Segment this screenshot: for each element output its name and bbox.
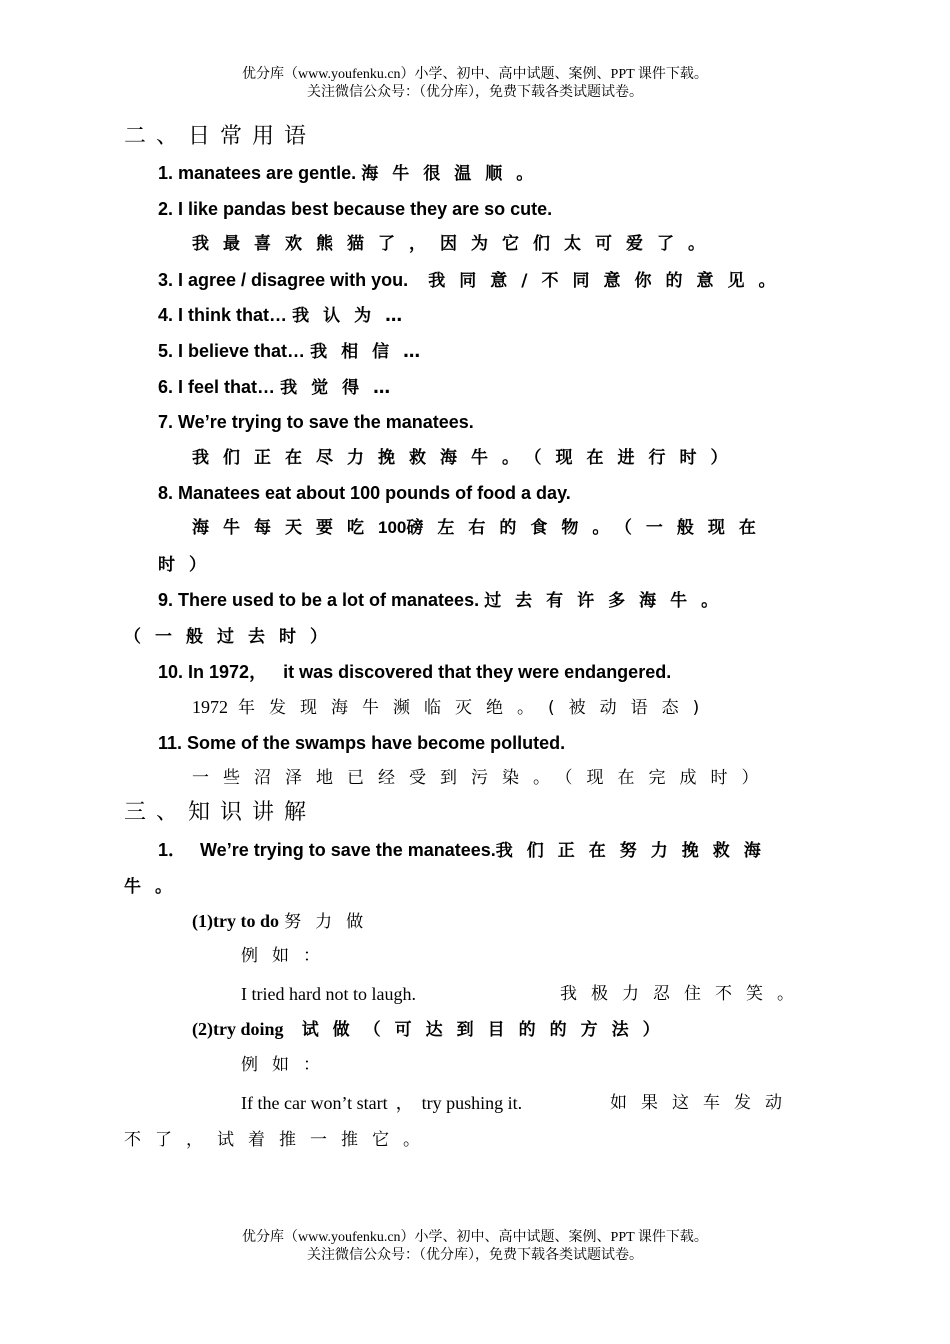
phrase-cn-number: 1972 [192,697,228,717]
phrase-item-8-en: 8. Manatees eat about 100 pounds of food a day. [158,483,571,503]
phrase-item-11-en: 11. Some of the swamps have become polluted. [158,733,566,753]
example-label-2: 例如： [241,1055,334,1075]
example-label-1: 例如： [241,946,334,966]
footer-line-1: 优分库（www.youfenku.cn）小学、初中、高中试题、案例、PPT 课件下载。 [242,1230,708,1245]
phrase-item-2-en: 2. I like pandas best because they are so cute. [158,199,553,219]
sub-point-label: (2)try doing [192,1019,284,1039]
phrase-item-3 [158,270,790,292]
phrase-item-7-cn: 我们正在尽力挽救海牛。（现在进行时） [192,448,742,468]
section-title-daily-phrases: 二、日常用语 [124,124,317,149]
phrase-item-6 [158,377,404,399]
example-sentence-1: I tried hard not to laugh. [241,984,416,1004]
example-translation-2-cont: 不了，试着推一推它。 [124,1130,434,1150]
sub-point-2 [192,1019,674,1041]
example-translation-2: 如果这车发动 [610,1093,796,1113]
phrase-cn: 过去有许多海牛。 [484,591,733,611]
phrase-cn: 我同意/不同意你的意见。 [428,271,790,291]
phrase-item-10-en [158,662,671,684]
footer-line-2: 关注微信公众号：（优分库），免费下载各类试题试卷。 [307,1248,643,1263]
point-cn: 我们正在努力挽救海 [495,841,775,861]
phrase-cn-number: 100 [378,518,407,537]
phrase-en: 6. I feel that… [158,377,276,397]
phrase-en: 5. I believe that… [158,341,306,361]
phrase-en: 3. I agree / disagree with you. [158,270,409,290]
phrase-item-1 [158,163,547,185]
example-sentence-2 [241,1093,522,1115]
sub-point-cn: 努力做 [284,912,378,932]
phrase-cn: 我觉得… [280,378,405,398]
header-line-2: 关注微信公众号：（优分库），免费下载各类试题试卷。 [307,85,643,100]
phrase-item-8-cn-cont: 时） [158,555,220,575]
phrase-cn: 我相信… [310,342,435,362]
phrase-en: 10. In 1972， [158,662,268,682]
phrase-item-7-en: 7. We’re trying to save the manatees. [158,412,474,432]
phrase-cn: 海牛很温顺。 [361,164,548,184]
phrase-en: 4. I think that… [158,305,288,325]
header-line-1: 优分库（www.youfenku.cn）小学、初中、高中试题、案例、PPT 课件下载。 [242,67,708,82]
phrase-en: it was discovered that they were endangered. [283,662,672,682]
sub-point-label: (1)try to do [192,911,279,931]
phrase-item-9-cn-cont: （一般过去时） [124,627,341,647]
phrase-item-4 [158,305,416,327]
section-title-knowledge: 三、知识讲解 [124,800,317,825]
example-comma: ， [395,1093,414,1113]
phrase-cn: 年发现海牛濒临灭绝。(被动语态) [238,698,714,718]
phrase-item-11-cn: 一些沼泽地已经受到污染。（现在完成时） [192,768,773,788]
point-number: 1． [158,840,187,860]
example-translation-1: 我极力忍住不笑。 [560,984,808,1004]
phrase-item-8-cn [192,518,770,538]
phrase-item-9 [158,590,732,612]
example-sentence-part: If the car won’t start [241,1093,388,1113]
phrase-en: 1. manatees are gentle. [158,163,357,183]
phrase-cn-part: 磅左右的食物。（一般现在 [406,518,770,538]
phrase-item-2-cn: 我最喜欢熊猫了，因为它们太可爱了。 [192,234,719,254]
sub-point-cn: 试做（可达到目的的方法） [301,1020,674,1040]
sub-point-1 [192,911,377,933]
point-en: We’re trying to save the manatees. [200,840,496,860]
phrase-cn-part: 海牛每天要吃 [192,518,378,538]
example-sentence-part: try pushing it. [421,1093,523,1113]
phrase-en: 9. There used to be a lot of manatees. [158,590,480,610]
point-1-cn-cont: 牛。 [124,877,186,897]
phrase-cn: 我认为… [292,306,417,326]
point-1 [158,840,775,862]
phrase-item-5 [158,341,434,363]
phrase-item-10-cn [192,697,713,719]
